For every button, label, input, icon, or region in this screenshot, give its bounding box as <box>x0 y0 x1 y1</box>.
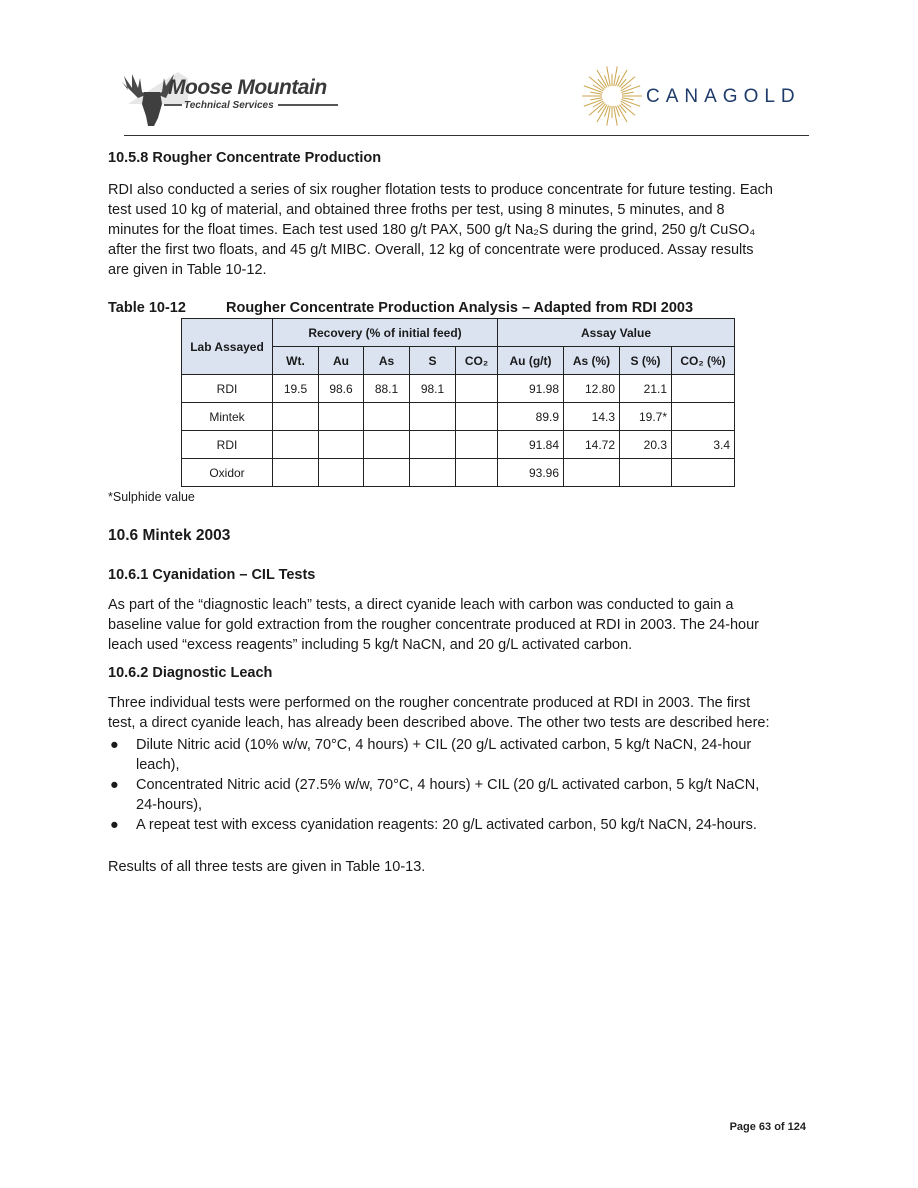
closing-paragraph <box>108 857 813 877</box>
data-cell: 91.98 <box>498 375 564 403</box>
list-item-line: Dilute Nitric acid (10% w/w, 70°C, 4 hours) + CIL (20 g/L activated carbon, 5 kg/t NaCN, 24-hour <box>136 737 752 753</box>
data-cell <box>410 459 456 487</box>
moose-mountain-logo <box>118 64 348 128</box>
list-item-line: leach), <box>136 757 180 773</box>
data-cell: 93.96 <box>498 459 564 487</box>
data-cell <box>672 403 735 431</box>
section-heading: 10.6.1 Cyanidation – CIL Tests <box>108 567 316 583</box>
data-cell <box>319 431 364 459</box>
col-header: As <box>364 347 410 375</box>
bullet-icon: ● <box>110 777 119 793</box>
data-cell: 21.1 <box>620 375 672 403</box>
paragraph-line: after the first two floats, and 45 g/t MIBC. Overall, 12 kg of concentrate were produced. Assay results <box>108 242 754 258</box>
data-cell <box>620 459 672 487</box>
data-cell <box>410 431 456 459</box>
section-paragraph <box>108 180 813 280</box>
table-row <box>182 431 735 459</box>
data-cell <box>273 431 319 459</box>
col-header: Au (g/t) <box>498 347 564 375</box>
data-cell: 12.80 <box>564 375 620 403</box>
data-cell <box>273 403 319 431</box>
assay-table <box>181 318 735 487</box>
col-header: S (%) <box>620 347 672 375</box>
section-paragraph <box>108 595 813 655</box>
col-header: Au <box>319 347 364 375</box>
data-cell <box>410 403 456 431</box>
data-cell: 19.7* <box>620 403 672 431</box>
paragraph-line: test, a direct cyanide leach, has already been described above. The other two tests are described here: <box>108 715 770 731</box>
data-cell: 20.3 <box>620 431 672 459</box>
bullet-icon: ● <box>110 817 119 833</box>
paragraph-line: leach used “excess reagents” including 5 kg/t NaCN, and 20 g/L activated carbon. <box>108 637 633 653</box>
data-cell: 14.3 <box>564 403 620 431</box>
col-header-lab: Lab Assayed <box>182 319 273 375</box>
data-cell <box>672 375 735 403</box>
paragraph-line: test used 10 kg of material, and obtained three froths per test, using 8 minutes, 5 minutes, and 8 <box>108 202 725 218</box>
paragraph-line: Results of all three tests are given in Table 10-13. <box>108 859 426 875</box>
data-cell <box>456 375 498 403</box>
logo-rule <box>278 104 338 106</box>
logo-title: Moose Mountain <box>168 76 327 99</box>
page-header <box>0 0 918 140</box>
col-header: As (%) <box>564 347 620 375</box>
section-paragraph <box>108 693 813 733</box>
canagold-wordmark: CANAGOLD <box>646 86 801 107</box>
data-cell: 89.9 <box>498 403 564 431</box>
data-cell <box>456 459 498 487</box>
table-footnote: *Sulphide value <box>108 490 195 504</box>
data-cell <box>273 459 319 487</box>
page-number: Page 63 of 124 <box>729 1121 806 1133</box>
logo-subtitle: Technical Services <box>184 100 274 111</box>
data-cell: 14.72 <box>564 431 620 459</box>
lab-cell: RDI <box>182 375 273 403</box>
paragraph-line: minutes for the float times. Each test used 180 g/t PAX, 500 g/t Na₂S during the grind, 250 g/t CuSO₄ <box>108 222 756 238</box>
col-group-recovery: Recovery (% of initial feed) <box>273 319 498 347</box>
table-label: Table 10-12 <box>108 300 186 316</box>
list-item <box>82 815 842 835</box>
col-header: S <box>410 347 456 375</box>
data-cell <box>364 459 410 487</box>
data-cell <box>456 431 498 459</box>
paragraph-line: RDI also conducted a series of six rougher flotation tests to produce concentrate for future testing. Each <box>108 182 773 198</box>
data-cell: 88.1 <box>364 375 410 403</box>
col-group-assay: Assay Value <box>498 319 735 347</box>
canagold-logo <box>580 60 820 132</box>
data-cell <box>364 403 410 431</box>
data-cell <box>364 431 410 459</box>
col-header: Wt. <box>273 347 319 375</box>
table-title: Rougher Concentrate Production Analysis – Adapted from RDI 2003 <box>226 300 694 316</box>
data-cell <box>456 403 498 431</box>
data-cell <box>319 459 364 487</box>
paragraph-line: Three individual tests were performed on the rougher concentrate produced at RDI in 2003. The first <box>108 695 751 711</box>
table-row <box>182 403 735 431</box>
sunburst-icon <box>580 60 644 132</box>
data-cell: 3.4 <box>672 431 735 459</box>
bullet-list <box>82 735 842 835</box>
paragraph-line: As part of the “diagnostic leach” tests, a direct cyanide leach with carbon was conducted to gain a <box>108 597 734 613</box>
data-cell <box>319 403 364 431</box>
data-cell: 98.6 <box>319 375 364 403</box>
list-item-line: 24-hours), <box>136 797 203 813</box>
table-row <box>182 375 735 403</box>
data-cell: 91.84 <box>498 431 564 459</box>
data-cell <box>564 459 620 487</box>
lab-cell: Mintek <box>182 403 273 431</box>
col-header: CO₂ <box>456 347 498 375</box>
section-heading: 10.6.2 Diagnostic Leach <box>108 665 273 681</box>
logo-rule <box>164 104 182 106</box>
lab-cell: Oxidor <box>182 459 273 487</box>
list-item-line: A repeat test with excess cyanidation reagents: 20 g/L activated carbon, 50 kg/t NaCN, 24-hours. <box>136 817 757 833</box>
table-row <box>182 459 735 487</box>
data-cell: 19.5 <box>273 375 319 403</box>
bullet-icon: ● <box>110 737 119 753</box>
section-heading: 10.6 Mintek 2003 <box>108 527 231 544</box>
lab-cell: RDI <box>182 431 273 459</box>
section-heading: 10.5.8 Rougher Concentrate Production <box>108 150 382 166</box>
paragraph-line: baseline value for gold extraction from the rougher concentrate produced at RDI in 2003. The 24-hour <box>108 617 760 633</box>
data-cell <box>672 459 735 487</box>
list-item <box>82 775 842 815</box>
data-cell: 98.1 <box>410 375 456 403</box>
list-item <box>82 735 842 775</box>
header-divider <box>124 135 809 136</box>
list-item-line: Concentrated Nitric acid (27.5% w/w, 70°C, 4 hours) + CIL (20 g/L activated carbon, 5 kg/t NaCN, <box>136 777 760 793</box>
col-header: CO₂ (%) <box>672 347 735 375</box>
paragraph-line: are given in Table 10-12. <box>108 262 267 278</box>
